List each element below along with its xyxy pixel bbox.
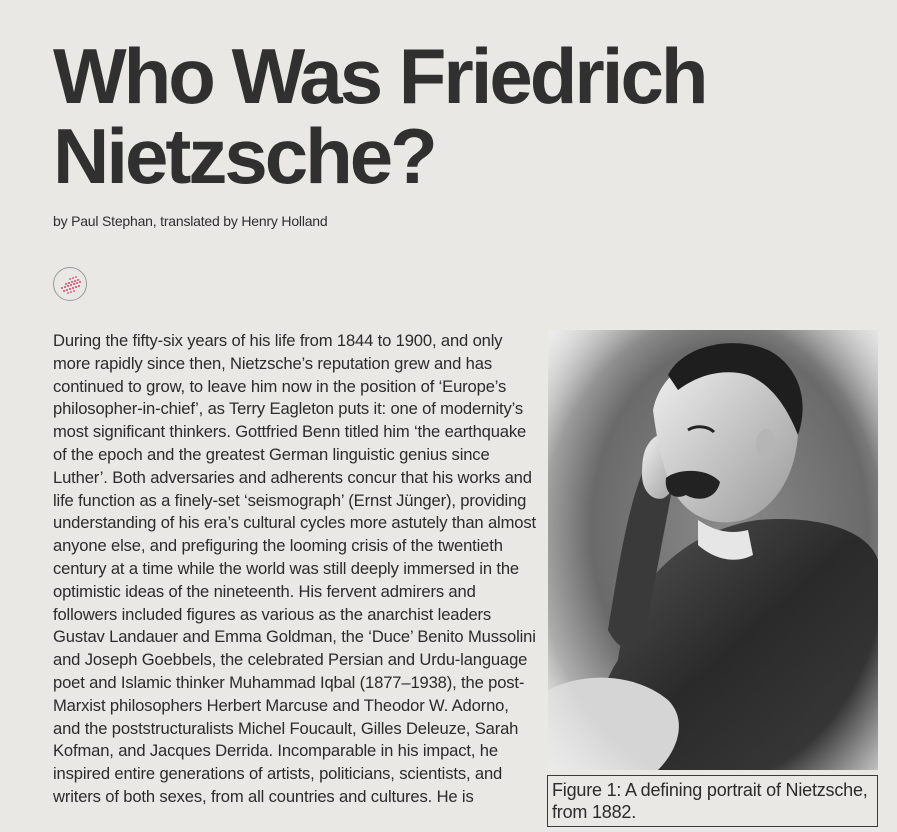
publication-logo-icon[interactable]	[53, 267, 87, 301]
nietzsche-portrait	[548, 330, 878, 770]
article-title: Who Was Friedrich Nietzsche?	[53, 32, 706, 200]
figure	[548, 330, 878, 822]
figure-caption: Figure 1: A defining portrait of Nietzsche, from 1882.	[547, 775, 878, 827]
dot-pattern-icon	[54, 268, 87, 301]
article-body: During the fifty-six years of his life from 1844 to 1900, and only more rapidly since then, Nietzsche’s reputation grew and has continued to grow, to leave him now in the position of ‘Europe’s philosopher-in-chief’, as Terry Eagleton puts it: one of modernity’s most significant thinkers. Gottfried Benn titled him ‘the earthquake of the epoch and the greatest German linguistic genius since Luther’. Both adversaries and adherents concur that his works and life function as a finely-set ‘seismograph’ (Ernst Jünger), providing understanding of his era’s cultural cycles more astutely than almost anyone else, and prefiguring the looming crisis of the twentieth century at a time while the world was still deeply immersed in the optimistic ideas of the nineteenth. His fervent admirers and followers included figures as various as the anarchist leaders Gustav Landauer and Emma Goldman, the ‘Duce’ Benito Mussolini and Joseph Goebbels, the celebrated Persian and Urdu-language poet and Islamic thinker Muhammad Iqbal (1877–1938), the post-Marxist philosophers Herbert Marcuse and Theodor W. Adorno, and the poststructuralists Michel Foucault, Gilles Deleuze, Sarah Kofman, and Jacques Derrida. Incomparable in his impact, he inspired entire generations of artists, politicians, scientists, and writers of both sexes, from all countries and cultures. He is	[53, 331, 536, 806]
byline: by Paul Stephan, translated by Henry Holland	[53, 213, 328, 229]
